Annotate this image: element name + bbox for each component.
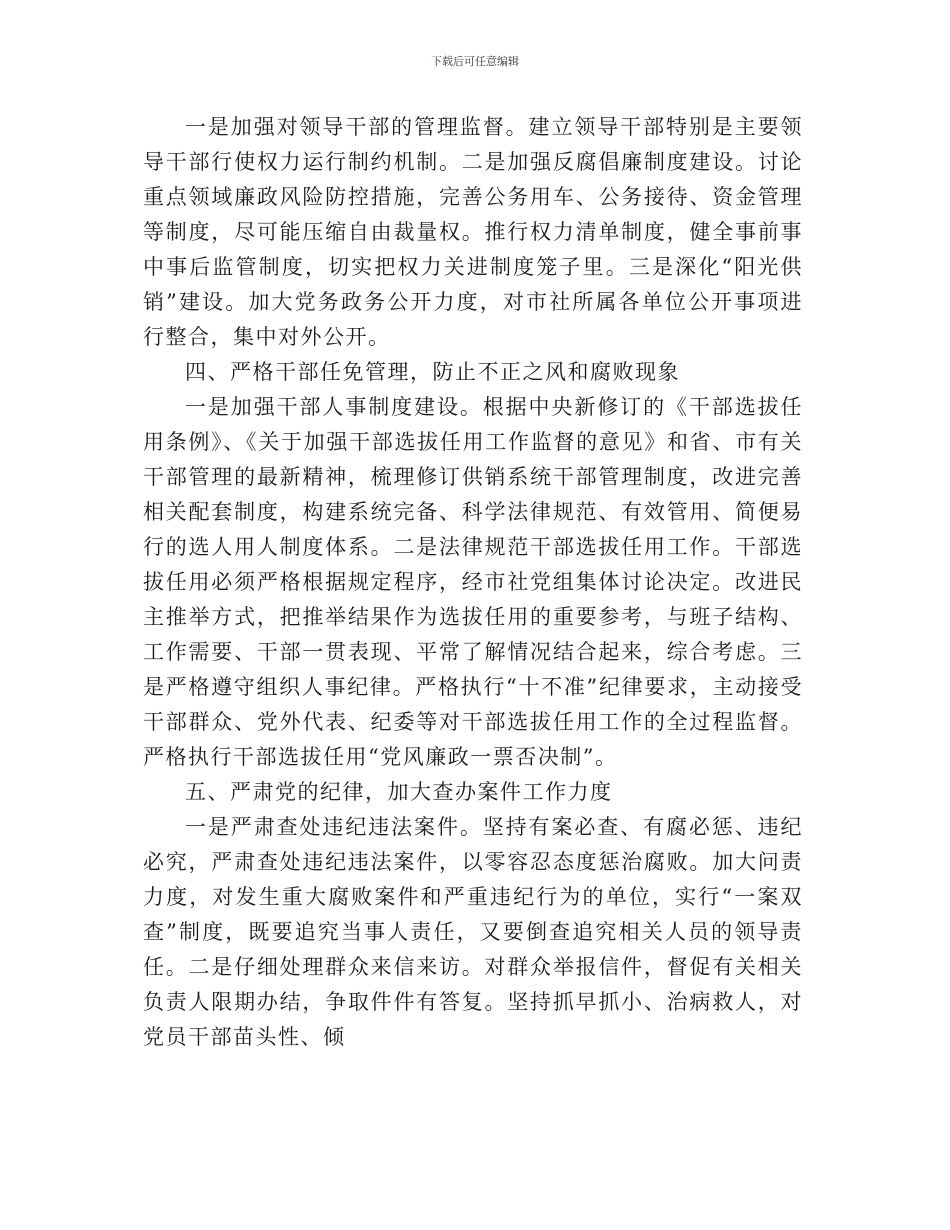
section-heading-5: 五、严肃党的纪律，加大查办案件工作力度 — [185, 780, 613, 804]
paragraph-1: 一是加强对领导干部的管理监督。建立领导干部特别是主要领导干部行使权力运行制约机制。二是加强反腐倡廉制度建设。讨论重点领域廉政风险防控措施，完善公务用车、公务接待、资金管理等制度，尽可能压缩自由裁量权。推行权力清单制度，健全事前事中事后监管制度，切实把权力关进制度笼子里。三是深化“阳光供销”建设。加大党务政务公开力度，对市社所属各单位公开事项进行整合，集中对外公开。 — [143, 115, 803, 349]
document-body — [143, 110, 803, 1055]
page-header: 下载后可任意编辑 — [431, 55, 519, 68]
paragraph-3: 一是严肃查处违纪违法案件。坚持有案必查、有腐必惩、违纪必究，严肃查处违纪违法案件，以零容忍态度惩治腐败。加大问责力度，对发生重大腐败案件和严重违纪行为的单位，实行“一案双查”制度，既要追究当事人责任，又要倒查追究相关人员的领导责任。二是仔细处理群众来信来访。对群众举报信件，督促有关相关负责人限期办结，争取件件有答复。坚持抓早抓小、治病救人，对党员干部苗头性、倾 — [143, 815, 803, 1049]
paragraph-2: 一是加强干部人事制度建设。根据中央新修订的《干部选拔任用条例》、《关于加强干部选拔任用工作监督的意见》和省、市有关干部管理的最新精神，梳理修订供销系统干部管理制度，改进完善相关配套制度，构建系统完备、科学法律规范、有效管用、简便易行的选人用人制度体系。二是法律规范干部选拔任用工作。干部选拔任用必须严格根据规定程序，经市社党组集体讨论决定。改进民主推举方式，把推举结果作为选拔任用的重要参考，与班子结构、工作需要、干部一贯表现、平常了解情况结合起来，综合考虑。三是严格遵守组织人事纪律。严格执行“十不准”纪律要求，主动接受干部群众、党外代表、纪委等对干部选拔任用工作的全过程监督。严格执行干部选拔任用“党风廉政一票否决制”。 — [143, 395, 803, 769]
section-heading-4: 四、严格干部任免管理，防止不正之风和腐败现象 — [185, 360, 680, 384]
